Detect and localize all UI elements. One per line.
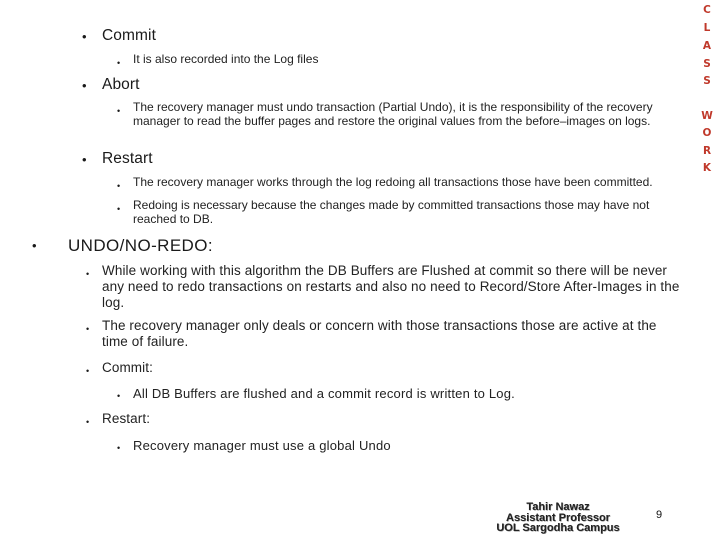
restart-point: The recovery manager works through the log redoing all transactions those have been committed.	[133, 175, 653, 189]
undo-commit-heading: Commit:	[102, 360, 153, 375]
commit-heading: Commit	[102, 27, 156, 44]
undo-restart-point: Recovery manager must use a global Undo	[133, 438, 391, 453]
bullet: •	[117, 204, 121, 214]
bullet: •	[82, 78, 87, 93]
page-number: 9	[656, 509, 663, 521]
side-label-letter: S	[703, 58, 711, 70]
undo-restart-heading: Restart:	[102, 411, 151, 426]
side-label-letter: W	[701, 110, 713, 122]
side-label-letter: O	[702, 127, 712, 139]
side-label-letter: R	[702, 145, 712, 157]
side-label-letter: S	[703, 75, 711, 87]
bullet: •	[82, 29, 87, 44]
abort-point: The recovery manager must undo transaction (Partial Undo), it is the responsibility of the recovery manager to read the buffer pages and restore the original values from the before–images on logs.	[133, 100, 653, 128]
undo-no-redo-heading: UNDO/NO-REDO:	[68, 236, 213, 255]
author-logo	[484, 502, 632, 534]
side-label-letter: K	[702, 162, 712, 174]
bullet: •	[117, 106, 121, 116]
abort-heading: Abort	[102, 76, 140, 93]
bullet: •	[117, 443, 121, 453]
bullet: •	[82, 152, 87, 167]
author-name: Tahir Nawaz	[526, 501, 590, 513]
side-label-letter: C	[703, 4, 711, 16]
restart-point: Redoing is necessary because the changes made by committed transactions those may have not reached to DB.	[133, 198, 650, 226]
side-label-letter: A	[702, 40, 712, 52]
restart-heading: Restart	[102, 150, 153, 167]
bullet: •	[86, 269, 90, 279]
author-title: Assistant Professor	[506, 511, 610, 524]
bullet: •	[86, 324, 90, 334]
bullet: •	[32, 238, 37, 253]
commit-point: It is also recorded into the Log files	[133, 52, 319, 66]
undo-no-redo-point: The recovery manager only deals or concern with those transactions those are active at the time of failure.	[102, 318, 657, 349]
side-label-letter: L	[703, 22, 711, 34]
author-campus: UOL Sargodha Campus	[496, 522, 620, 534]
bullet: •	[117, 58, 121, 68]
undo-no-redo-point: While working with this algorithm the DB Buffers are Flushed at commit so there will be never any need to redo transactions on restarts and also no need to Record/Store After-Images in the log.	[102, 263, 680, 310]
bullet: •	[86, 417, 90, 427]
undo-commit-point: All DB Buffers are flushed and a commit record is written to Log.	[133, 386, 515, 401]
bullet: •	[117, 391, 121, 401]
bullet: •	[117, 181, 121, 191]
bullet: •	[86, 366, 90, 376]
